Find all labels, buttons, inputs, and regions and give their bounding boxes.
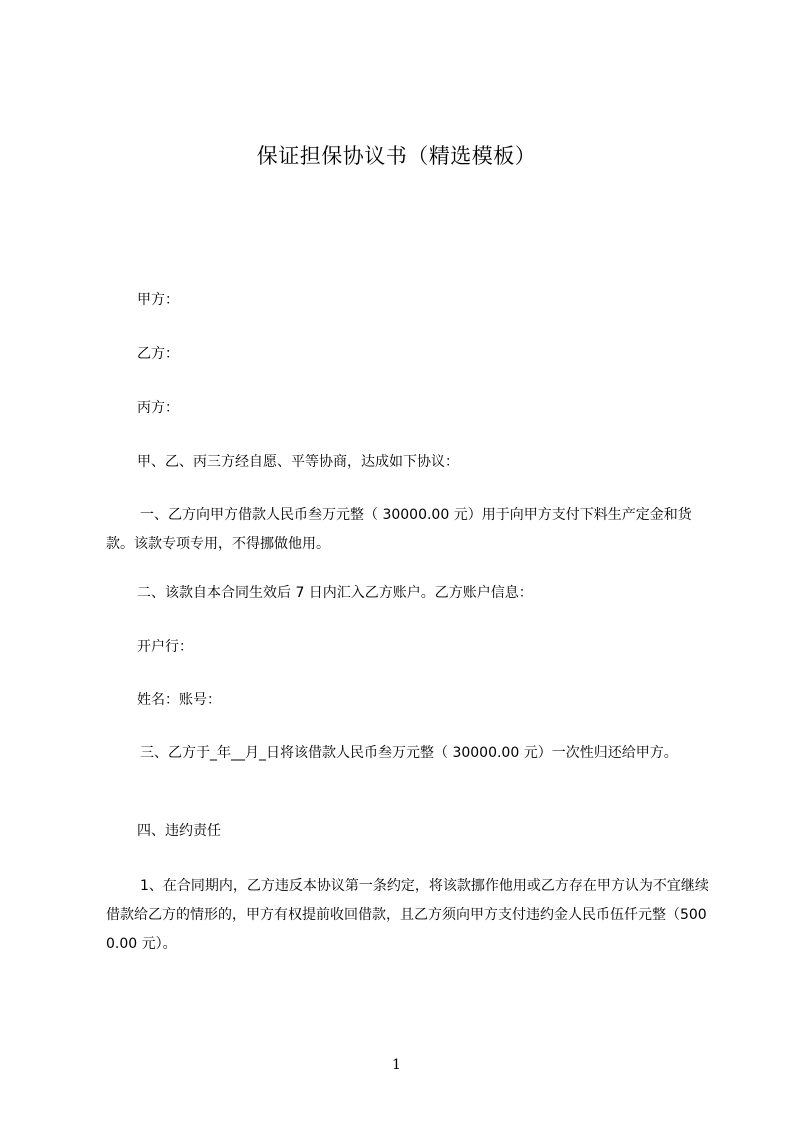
agreement-intro: 甲、乙、丙三方经自愿、平等协商，达成如下协议： [137, 454, 459, 470]
clause-3: 三、乙方于_年__月_日将该借款人民币叁万元整（ 30000.00 元）一次性归还给甲方。 [140, 745, 678, 761]
account-line: 姓名：账号： [137, 692, 221, 708]
clause-1: 一、乙方向甲方借款人民币叁万元整（ 30000.00 元）用于向甲方支付下料生产定金和货款。该款专项专用，不得挪做他用。 [106, 507, 692, 552]
clause-4-heading: 四、违约责任 [137, 823, 221, 839]
party-b-line: 乙方： [137, 346, 179, 362]
clause-2: 二、该款自本合同生效后 7 日内汇入乙方账户。乙方账户信息： [137, 585, 533, 601]
document-title: 保证担保协议书（精选模板） [256, 144, 537, 168]
bank-line: 开户行： [137, 639, 193, 655]
clause-4-item-1: 1、在合同期内，乙方违反本协议第一条约定，将该款挪作他用或乙方存在甲方认为不宜继续借款给乙方的情形的，甲方有权提前收回借款，且乙方须向甲方支付违约金人民币伍仟元整（5000.00 元）。 [106, 878, 709, 952]
party-c-line: 丙方： [137, 400, 179, 416]
party-a-line: 甲方： [137, 292, 179, 308]
page-number: 1 [392, 1057, 401, 1073]
